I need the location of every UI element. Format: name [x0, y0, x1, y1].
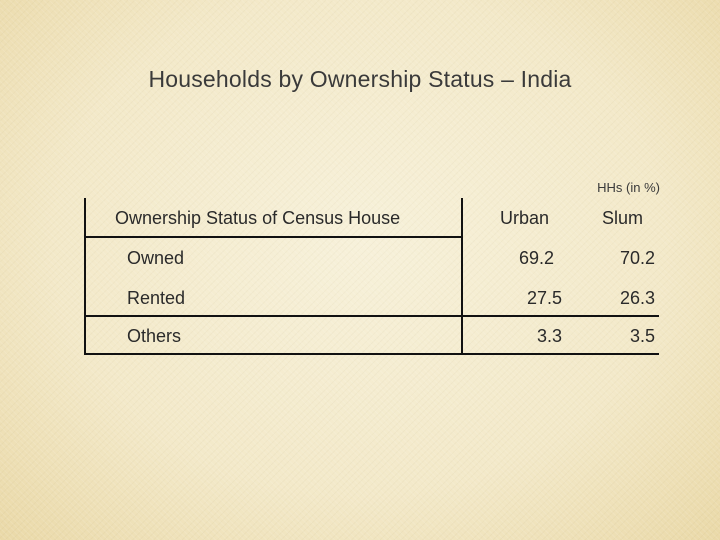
table-row-divider: [84, 315, 659, 317]
cell-others-urban: 3.3: [536, 326, 562, 346]
table-bottom-border: [84, 353, 659, 355]
column-header-urban: Urban: [500, 208, 550, 228]
cell-others-slum: 3.5: [629, 326, 655, 346]
cell-owned-urban: 69.2: [518, 248, 554, 268]
cell-rented-slum: 26.3: [619, 288, 655, 308]
table-left-border: [84, 198, 86, 355]
ownership-table: [84, 198, 659, 355]
row-label-rented: Rented: [127, 288, 186, 308]
column-header-slum: Slum: [602, 208, 644, 228]
row-label-others: Others: [127, 326, 182, 346]
cell-rented-urban: 27.5: [526, 288, 562, 308]
column-header-status: Ownership Status of Census House: [115, 208, 401, 228]
row-label-owned: Owned: [127, 248, 185, 268]
slide-title: Households by Ownership Status – India: [148, 66, 572, 92]
unit-note: HHs (in %): [597, 180, 660, 195]
cell-owned-slum: 70.2: [619, 248, 655, 268]
table-column-divider: [461, 198, 463, 355]
table-header-divider: [84, 236, 461, 238]
